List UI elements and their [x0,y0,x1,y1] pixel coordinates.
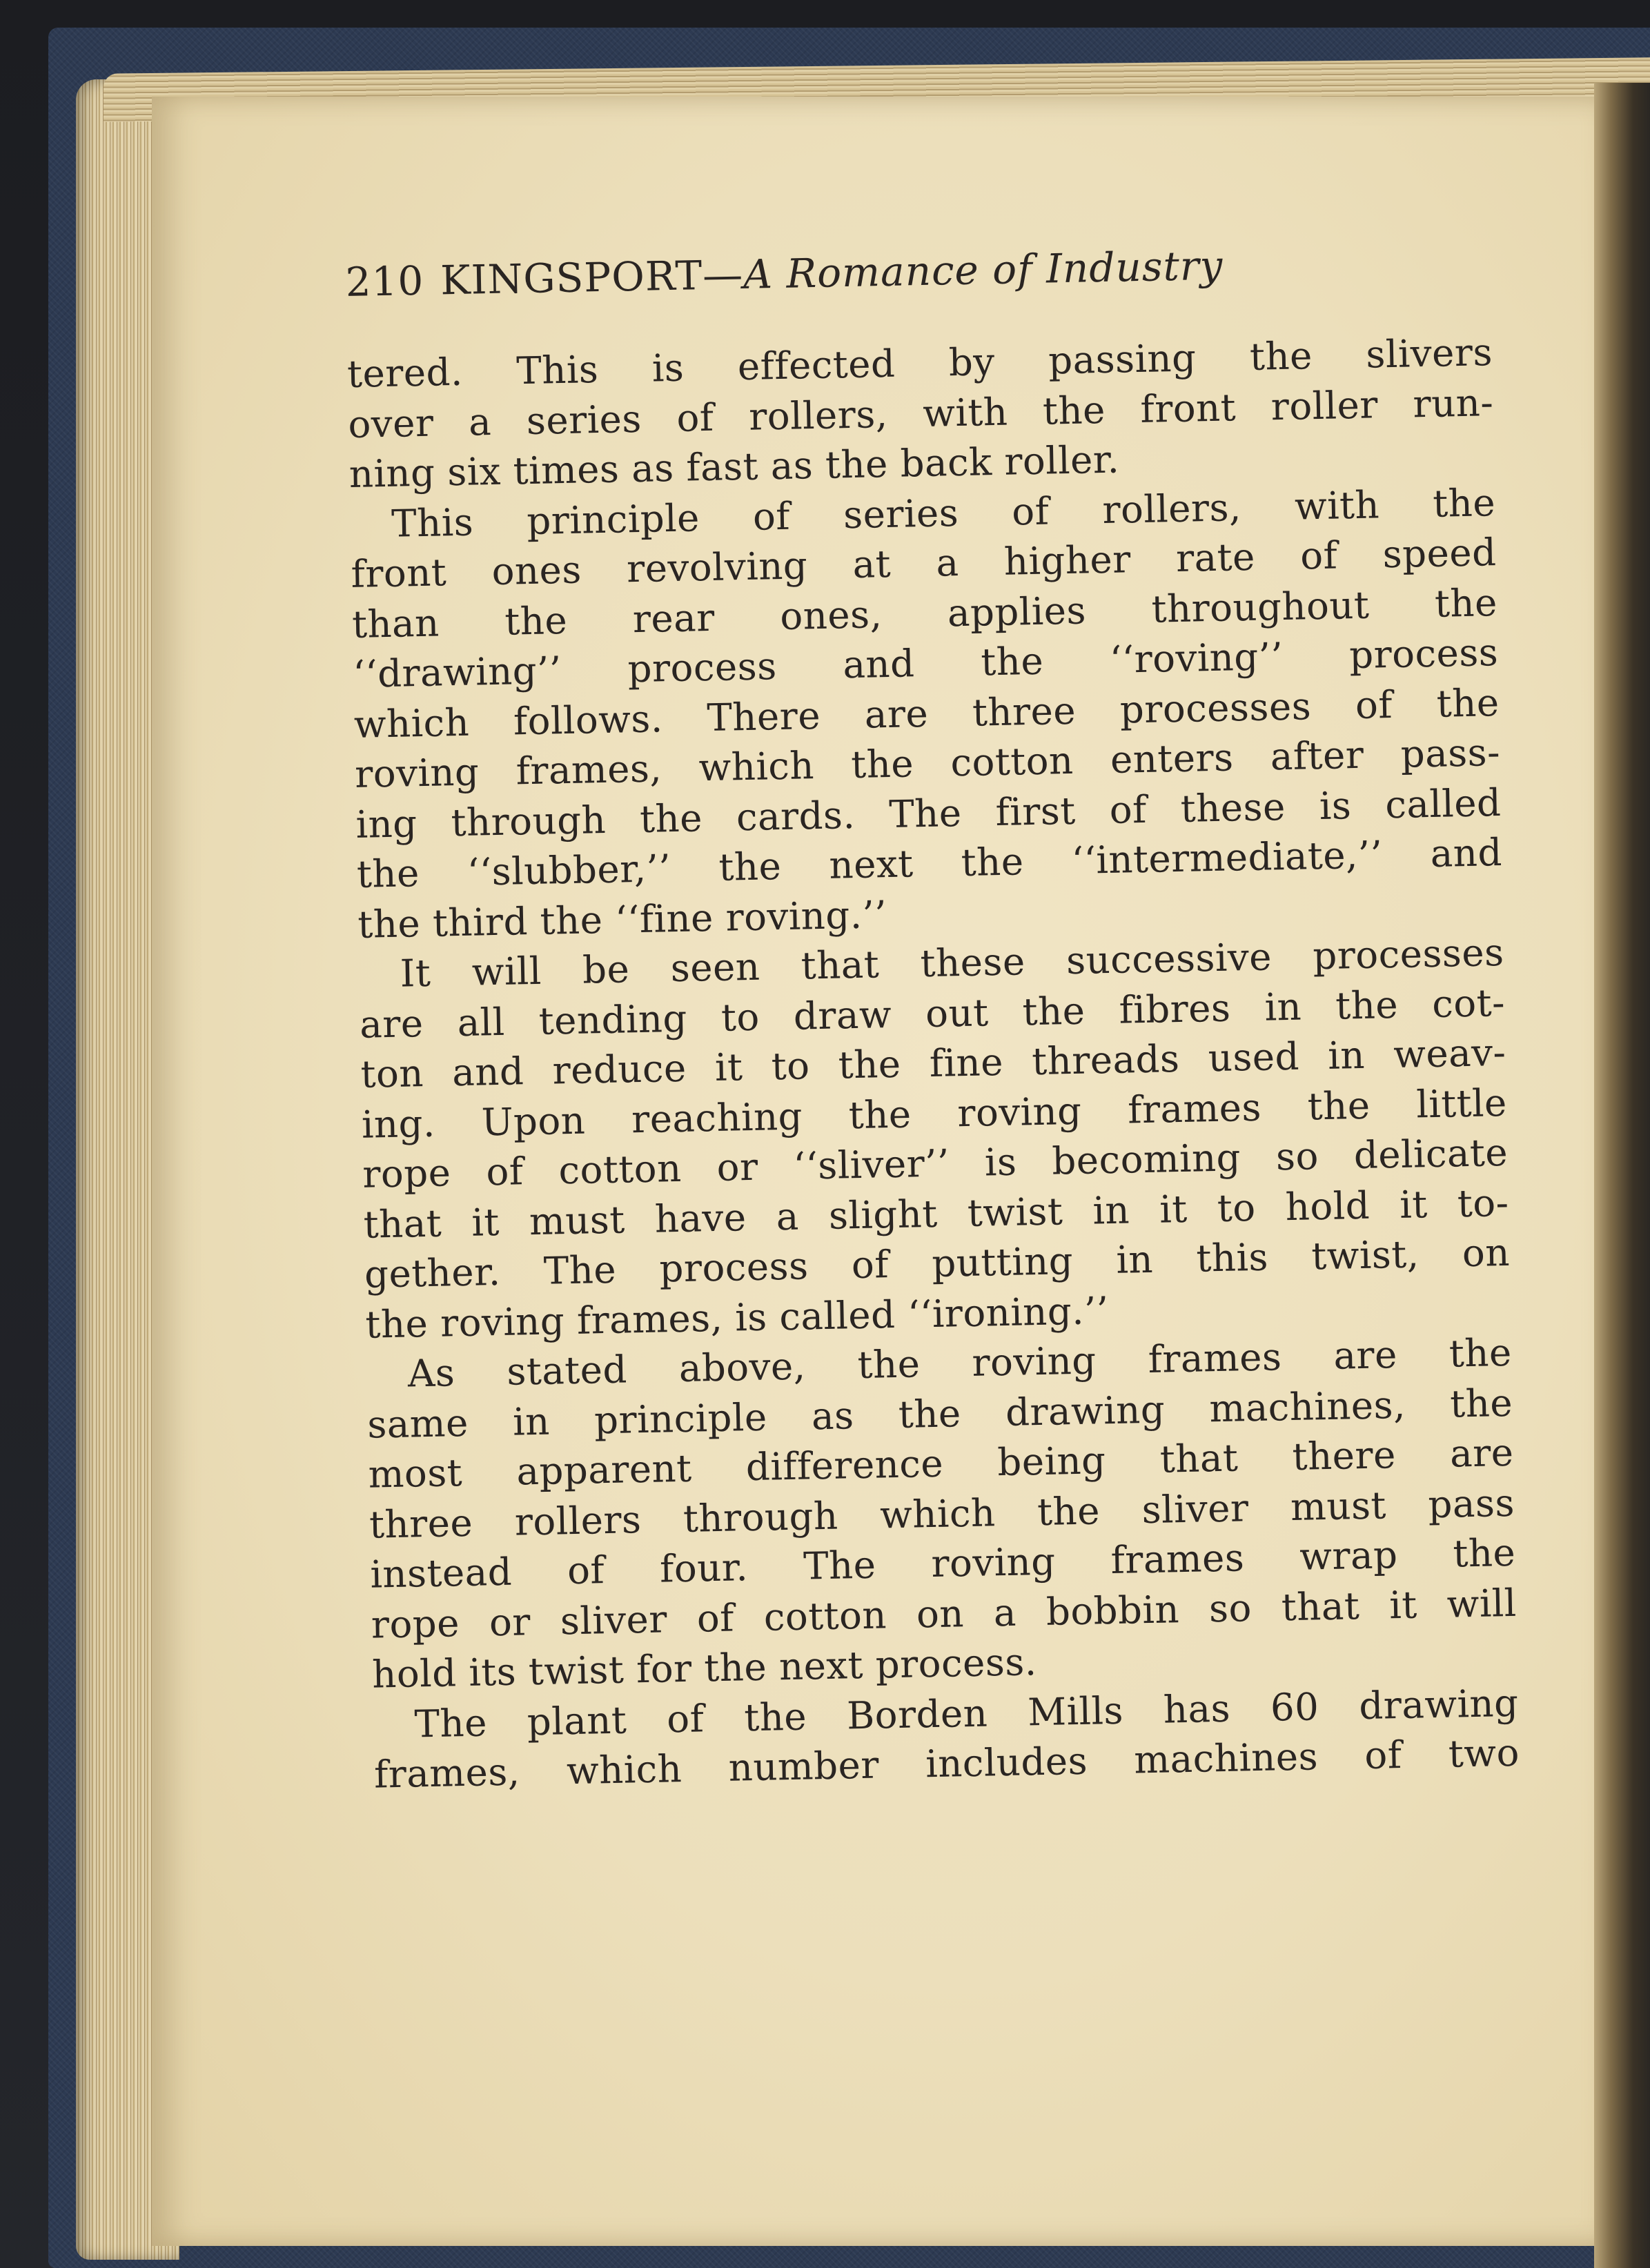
text-line: the roving frames, is called ‘‘ironing.’’ [364,1288,1110,1347]
text-line: three rollers through which the sliver must pass [369,1480,1515,1547]
page-number: 210 [344,257,424,306]
text-line: rope of cotton or ‘‘sliver’’ is becoming so delicate [362,1130,1509,1196]
text-line: over a series of rollers, with the front roller run- [347,379,1494,446]
text-line: ton and reduce it to the fine threads used in weav- [360,1029,1506,1096]
book-subtitle: A Romance of Industry [743,241,1224,298]
text-line: rope or sliver of cotton on a bobbin so that it will [371,1580,1518,1647]
page-text [345,240,1520,1799]
text-line: which follows. There are three processes of the [353,680,1500,747]
text-line: tered. This is effected by passing the slivers [346,330,1493,396]
text-line: hold its twist for the next process. [371,1639,1038,1697]
text-line: instead of four. The roving frames wrap the [369,1530,1516,1597]
text-line: ing through the cards. The first of these is called [355,780,1502,847]
text-line: gether. The process of putting in this twist, on [364,1230,1511,1296]
text-line: It will be seen that these successive processes [400,929,1505,996]
text-line: than the rear ones, applies throughout the [351,580,1498,647]
text-line: The plant of the Borden Mills has 60 drawing [414,1680,1519,1746]
text-line: As stated above, the roving frames are the [407,1330,1513,1396]
text-line: ning six times as fast as the back roller. [348,437,1120,496]
text-line: front ones revolving at a higher rate of speed [351,530,1497,596]
text-line: ing. Upon reaching the roving frames the little [361,1080,1508,1147]
text-line: frames, which number includes machines of two [373,1730,1520,1797]
text-line: same in principle as the drawing machines, the [366,1380,1513,1447]
text-line: This principle of series of rollers, with the [391,480,1496,546]
text-line: are all tending to draw out the fibres in the cot- [359,980,1506,1047]
text-line: the ‘‘slubber,’’ the next the ‘‘intermediate,’’ and [356,829,1503,896]
text-line: roving frames, which the cotton enters after pass- [354,730,1501,796]
book-gutter [1594,83,1650,2268]
text-line: that it must have a slight twist in it to hold it to- [363,1180,1510,1247]
title-separator: — [702,250,744,299]
text-line: most apparent difference being that there are [368,1430,1515,1497]
text-line: the third the ‘‘fine roving.’’ [357,891,887,947]
book-title: KINGSPORT [440,252,703,304]
text-line: ‘‘drawing’’ process and the ‘‘roving’’ process [352,630,1499,696]
